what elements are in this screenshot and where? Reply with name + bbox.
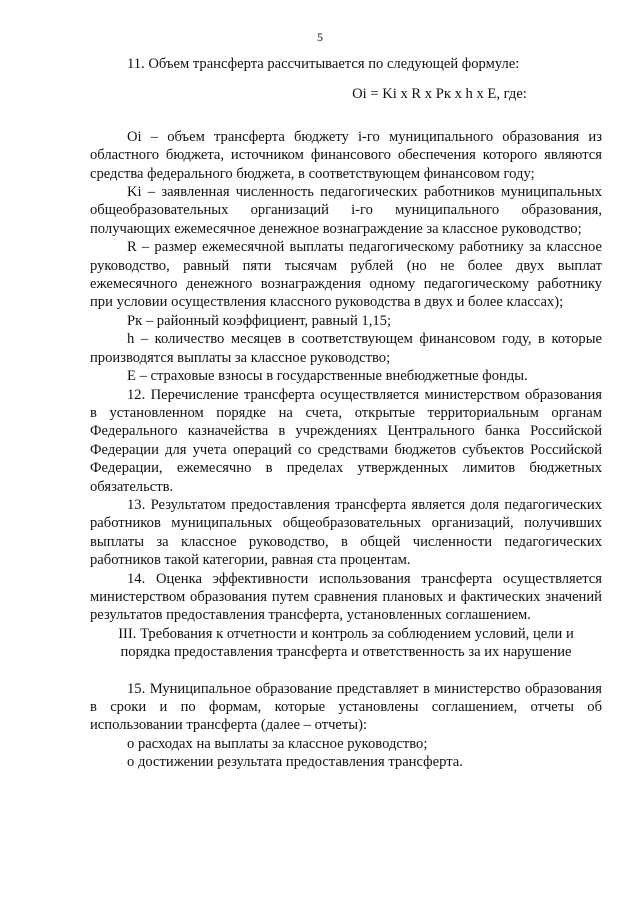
section-3-title-line-2: порядка предоставления трансферта и ответственность за их нарушение [120,644,572,661]
definition-ki: Ki – заявленная численность педагогических работников муниципальных общеобразовательных организаций i-го муниципального образования, получающих ежемесячное денежное вознаграждение за классное руководство; [90,184,602,237]
definition-e: E – страховые взносы в государственные внебюджетные фонды. [127,368,528,385]
paragraph-12: 12. Перечисление трансферта осуществляется министерством образования в установленном порядке на счета, открытые территориальным органам Федерального казначейства в учреждениях Центрального банка Российской Федерации для учета операций со средствами бюджетов субъектов Российской Федерации, ежемесячно в пределах утвержденных лимитов бюджетных обязательств. [90,386,602,495]
definition-oi: Oi – объем трансферта бюджету i-го муниципального образования из областного бюджета, источником финансового обеспечения которого являются средства федерального бюджета, в соответствующем финансовом году; [90,128,602,182]
definition-r: R – размер ежемесячной выплаты педагогическому работнику за классное руководство, равный пяти тысячам рублей (но не более двух выплат ежемесячного денежного вознаграждения одному педагогическому работнику при условии осуществления классного руководства в двух и более классах); [90,239,602,311]
paragraph-15: 15. Муниципальное образование представляет в министерство образования в сроки и по формам, которые установлены соглашением, отчеты об использовании трансферта (далее – отчеты): [90,680,602,734]
paragraph-13: 13. Результатом предоставления трансферта является доля педагогических работников муниципальных общеобразовательных организаций, получивших выплаты за классное руководство, в общей численности педагогических работников такой категории, равная ста процентам. [90,496,602,569]
definition-pk: Pк – районный коэффициент, равный 1,15; [127,312,392,329]
page-number: 5 [317,30,323,44]
section-3-title-line-1: III. Требования к отчетности и контроль за соблюдением условий, цели и [118,625,574,642]
list-item-result: о достижении результата предоставления трансферта. [127,754,463,771]
paragraph-14: 14. Оценка эффективности использования трансферта осуществляется министерством образования путем сравнения плановых и фактических значений результатов предоставления трансферта, установленных соглашением. [90,570,602,624]
definition-h: h – количество месяцев в соответствующем финансовом году, в которые производятся выплаты за классное руководство; [90,331,602,366]
list-item-expenses: о расходах на выплаты за классное руководство; [127,735,428,752]
formula: Oi = Ki x R x Pк x h x E, где: [352,86,527,103]
paragraph-11: 11. Объем трансферта рассчитывается по следующей формуле: [127,56,520,72]
document-body [90,55,602,772]
